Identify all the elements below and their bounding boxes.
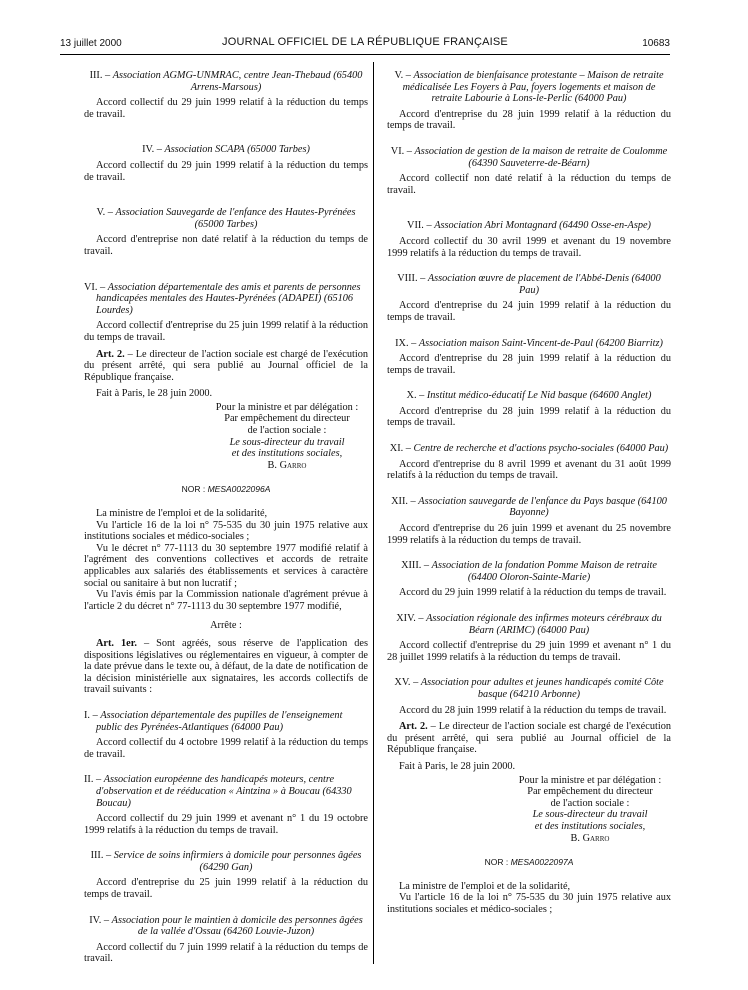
entry-text: Accord d'entreprise du 28 juin 1999 relatif à la réduction du temps de travail. bbox=[387, 353, 671, 376]
nor-reference: NOR : MESA0022096A bbox=[181, 484, 271, 495]
header-title: JOURNAL OFFICIEL DE LA RÉPUBLIQUE FRANÇAISE bbox=[222, 36, 508, 48]
entry-title: XV. – Association pour adultes et jeunes handicapés comité Côte basque (64210 Arbonne) bbox=[394, 677, 664, 700]
entry-title: III. – Association AGMG-UNMRAC, centre Jean-Thebaud (65400 Arrens-Marsous) bbox=[89, 70, 363, 93]
entry-title: V. – Association Sauvegarde de l'enfance des Hautes-Pyrénées (65000 Tarbes) bbox=[96, 207, 356, 230]
entry-title: XII. – Association sauvegarde de l'enfance du Pays basque (64100 Bayonne) bbox=[391, 495, 667, 519]
header-rule bbox=[60, 54, 670, 55]
entry-text: Accord d'entreprise du 28 juin 1999 relatif à la réduction du temps de travail. bbox=[387, 108, 671, 132]
entry-text: Accord d'entreprise non daté relatif à la réduction du temps de travail. bbox=[84, 234, 368, 257]
visa-text: Vu le décret n° 77-1113 du 30 septembre 1977 modifié relatif à l'agrément des conventions collectives et accords de retraite applicables aux salariés des établissements et services à caractère social ou sanitaire à but non lucratif ; bbox=[84, 542, 368, 589]
right-column bbox=[387, 70, 671, 920]
arrete-heading: Arrête : bbox=[210, 620, 242, 632]
entry-text: Accord d'entreprise du 25 juin 1999 relatif à la réduction du temps de travail. bbox=[84, 877, 368, 901]
header-page-number: 10683 bbox=[642, 38, 670, 49]
entry-title: VI. – Association départementale des amis et parents de personnes handicapées mentales des Hautes-Pyrénées (ADAPEI) (65106 Lourdes) bbox=[84, 281, 361, 316]
page-header bbox=[60, 36, 670, 52]
signature-block: Pour la ministre et par délégation : Par empêchement du directeur de l'action sociale : Le sous-directeur du travail et des institutions sociales, B. Garro bbox=[518, 774, 662, 844]
entry-title: VII. – Association Abri Montagnard (64490 Osse-en-Aspe) bbox=[407, 220, 651, 232]
entry-title: I. – Association départementale des pupilles de l'enseignement public des Pyrénées-Atlantiques (64000 Pau) bbox=[84, 709, 343, 733]
entry-text: Accord collectif du 30 avril 1999 et avenant du 19 novembre 1999 relatifs à la réduction du temps de travail. bbox=[387, 235, 671, 259]
entry-text: Accord collectif du 4 octobre 1999 relatif à la réduction du temps de travail. bbox=[84, 737, 368, 760]
nor-reference: NOR : MESA0022097A bbox=[484, 857, 574, 868]
entry-text: Accord d'entreprise du 28 juin 1999 relatif à la réduction du temps de travail. bbox=[387, 405, 671, 429]
entry-title: XIV. – Association régionale des infirmes moteurs cérébraux du Béarn (ARIMC) (64000 Pau) bbox=[396, 613, 662, 636]
entry-text: Accord du 28 juin 1999 relatif à la réduction du temps de travail. bbox=[399, 704, 667, 716]
entry-title: X. – Institut médico-éducatif Le Nid basque (64600 Anglet) bbox=[406, 390, 652, 402]
visa-text: Vu l'article 16 de la loi n° 75-535 du 30 juin 1975 relative aux institutions sociales et médico-sociales ; bbox=[84, 519, 368, 543]
visa-text: La ministre de l'emploi et de la solidarité, bbox=[399, 880, 571, 892]
entry-title: IV. – Association SCAPA (65000 Tarbes) bbox=[142, 144, 310, 156]
visa-text: Vu l'avis émis par la Commission nationale d'agrément prévue à l'article 2 du décret n° 77-1113 du 30 septembre 1977 modifié, bbox=[84, 589, 368, 612]
article-2: Art. 2. – Le directeur de l'action sociale est chargé de l'exécution du présent arrêté, qui sera publié au Journal officiel de la République française. bbox=[387, 721, 671, 756]
entry-text: Accord collectif du 29 juin 1999 relatif à la réduction du temps de travail. bbox=[84, 97, 368, 120]
entry-title: XIII. – Association de la fondation Pomme Maison de retraite (64400 Oloron-Sainte-Marie) bbox=[401, 560, 657, 583]
column-divider bbox=[373, 62, 374, 964]
entry-text: Accord collectif du 29 juin 1999 relatif à la réduction du temps de travail. bbox=[84, 159, 368, 183]
entry-title: II. – Association européenne des handicapés moteurs, centre d'observation et de rééducation « Aintzina » à Boucau (64330 Boucau) bbox=[84, 774, 352, 809]
entry-title: XI. – Centre de recherche et d'actions psycho-sociales (64000 Pau) bbox=[389, 443, 669, 455]
left-column bbox=[84, 70, 368, 970]
visa-text: Vu l'article 16 de la loi n° 75-535 du 30 juin 1975 relative aux institutions sociales et médico-sociales ; bbox=[387, 892, 671, 915]
header-date: 13 juillet 2000 bbox=[60, 38, 122, 49]
entry-text: Accord d'entreprise du 24 juin 1999 relatif à la réduction du temps de travail. bbox=[387, 300, 671, 323]
entry-text: Accord du 29 juin 1999 relatif à la réduction du temps de travail. bbox=[399, 587, 667, 599]
entry-text: Accord collectif du 29 juin 1999 et avenant n° 1 du 19 octobre 1999 relatifs à la réduction du temps de travail. bbox=[84, 813, 368, 836]
entry-title: IV. – Association pour le maintien à domicile des personnes âgées de la vallée d'Ossau (64260 Louvie-Juzon) bbox=[89, 914, 363, 938]
entry-title: VI. – Association de gestion de la maison de retraite de Coulomme (64390 Sauveterre-de-Béarn) bbox=[390, 145, 668, 169]
fait-a-paris: Fait à Paris, le 28 juin 2000. bbox=[96, 388, 213, 400]
signature-block: Pour la ministre et par délégation : Par empêchement du directeur de l'action sociale : Le sous-directeur du travail et des institutions sociales, B. Garro bbox=[215, 401, 359, 471]
entry-title: IX. – Association maison Saint-Vincent-de-Paul (64200 Biarritz) bbox=[395, 337, 663, 349]
entry-text: Accord collectif du 7 juin 1999 relatif à la réduction du temps de travail. bbox=[84, 941, 368, 965]
visa-text: La ministre de l'emploi et de la solidarité, bbox=[96, 508, 268, 520]
entry-text: Accord collectif non daté relatif à la réduction du temps de travail. bbox=[387, 173, 671, 196]
article-1: Art. 1er. – Sont agréés, sous réserve de l'application des dispositions législatives ou réglementaires en vigueur, à compter de la date prévue dans le texte ou, à défaut, de la date de notification de la décision ministérielle aux signataires, les accords collectifs de travail suivants : bbox=[84, 637, 368, 696]
entry-text: Accord collectif d'entreprise du 29 juin 1999 et avenant n° 1 du 28 juillet 1999 relatifs à la réduction du temps de travail. bbox=[387, 640, 671, 663]
entry-text: Accord collectif d'entreprise du 25 juin 1999 relatif à la réduction du temps de travail. bbox=[84, 320, 368, 343]
entry-title: VIII. – Association œuvre de placement de l'Abbé-Denis (64000 Pau) bbox=[397, 273, 661, 296]
entry-text: Accord d'entreprise du 8 avril 1999 et avenant du 31 août 1999 relatifs à la réduction du temps de travail. bbox=[387, 458, 671, 482]
entry-title: III. – Service de soins infirmiers à domicile pour personnes âgées (64290 Gan) bbox=[90, 850, 362, 873]
fait-a-paris: Fait à Paris, le 28 juin 2000. bbox=[399, 760, 516, 772]
entry-title: V. – Association de bienfaisance protestante – Maison de retraite médicalisée Les Foyers à Pau, foyers logements et maison de retraite Labourie à Lons-le-Perlic (64000 Pau) bbox=[394, 70, 664, 105]
entry-text: Accord d'entreprise du 26 juin 1999 et avenant du 25 novembre 1999 relatifs à la réduction du temps de travail. bbox=[387, 523, 671, 546]
article-2: Art. 2. – Le directeur de l'action sociale est chargé de l'exécution du présent arrêté, qui sera publié au Journal officiel de la République française. bbox=[84, 348, 368, 383]
